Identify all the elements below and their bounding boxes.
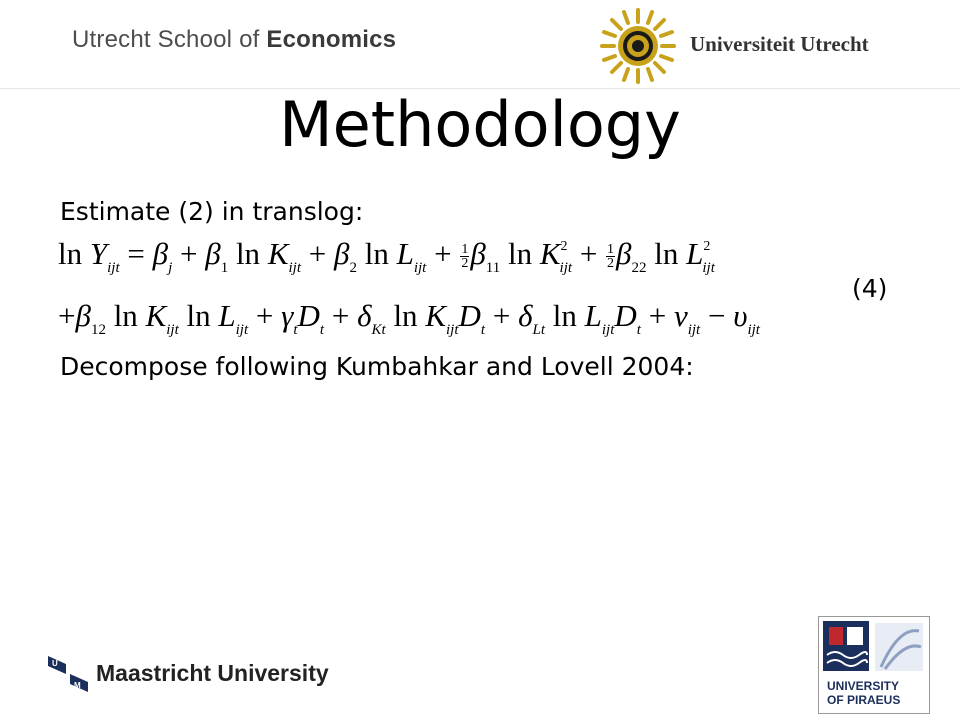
svg-text:M: M xyxy=(74,681,81,690)
equation-number: (4) xyxy=(852,274,888,303)
piraeus-line-2: OF PIRAEUS xyxy=(827,693,901,707)
university-of-piraeus-logo xyxy=(818,616,930,714)
piraeus-crest-icon xyxy=(819,617,929,677)
utrecht-school-of-economics-logo xyxy=(72,26,396,54)
logo-text-bold: Economics xyxy=(266,26,397,53)
equation-line-1: $\ln Y_{ijt} = \beta_j + \beta_1$ $\ln K_{ijt} + \beta_2$ $\ln L_{ijt}$ + $\frac{1}{2}$ $\beta_{11}$ $\ln K^2_{ijt}$ + $\frac{1}{2}$ $\beta_{22}$ $\ln L^2_{ijt}$ xyxy=(58,236,715,276)
outro-text: Decompose following Kumbahkar and Lovell 2004: xyxy=(60,352,694,381)
maastricht-university-logo-icon xyxy=(48,652,88,696)
piraeus-line-1: UNIVERSITY xyxy=(827,679,900,693)
university-of-piraeus-name xyxy=(827,679,900,707)
maastricht-university-name: Maastricht University xyxy=(96,660,329,686)
universiteit-utrecht-name: Universiteit Utrecht xyxy=(690,32,869,56)
intro-text: Estimate (2) in translog: xyxy=(60,197,364,226)
svg-text:U: U xyxy=(52,659,58,668)
universiteit-utrecht-seal-icon xyxy=(600,8,676,84)
slide-title: Methodology xyxy=(279,88,681,161)
equation-line-2: $+\beta_{12}$ $\ln K_{ijt}$ $\ln L_{ijt} + \gamma_tD_t + \delta_{Kt}$ $\ln K_{ijt}D_t + \delta_{Lt}$ $\ln L_{ijt}D_t + \nu_{ijt} - \upsilon_{ijt}$ xyxy=(58,298,760,338)
logo-text-plain: Utrecht School of xyxy=(72,26,267,53)
